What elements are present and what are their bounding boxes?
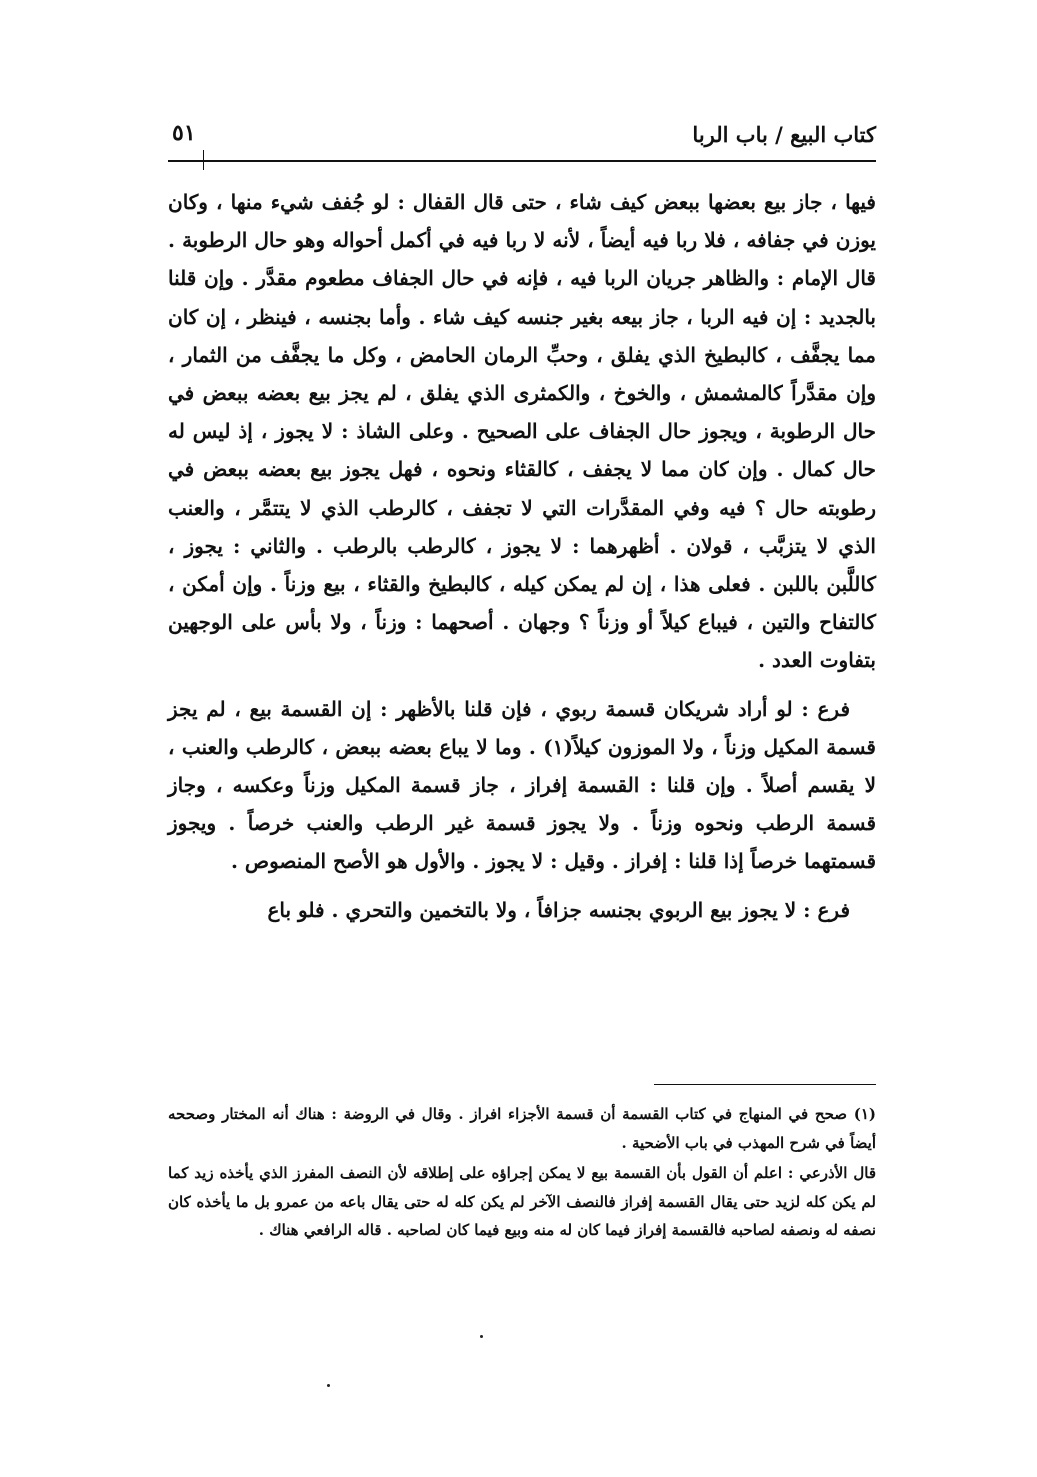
main-text xyxy=(168,183,876,929)
scan-speck xyxy=(327,1384,330,1387)
paragraph-2-lead: فرع : xyxy=(801,696,851,721)
footnote-rule xyxy=(654,1084,876,1085)
running-title: كتاب البيع / باب الربا xyxy=(692,122,876,147)
footnotes xyxy=(168,1100,876,1245)
paragraph-1: فيها ، جاز بيع بعضها ببعض كيف شاء ، حتى قال القفال : لو جُفف شيء منها ، وكان يوزن في جفافه ، فلا ربا فيه أيضاً ، لأنه لا ربا فيه في أكمل أحواله وهو حال الرطوبة . قال الإمام : والظاهر جريان الربا فيه ، فإنه في حال الجفاف مطعوم مقدَّر . وإن قلنا بالجديد : إن فيه الربا ، جاز بيعه بغير جنسه كيف شاء . وأما بجنسه ، فينظر ، إن كان مما يجفَّف ، كالبطيخ الذي يفلق ، وحبِّ الرمان الحامض ، وكل ما يجفَّف من الثمار ، وإن مقدَّراً كالمشمش ، والخوخ ، والكمثرى الذي يفلق ، لم يجز بيع بعضه ببعض في حال الرطوبة ، ويجوز حال الجفاف على الصحيح . وعلى الشاذ : لا يجوز ، إذ ليس له حال كمال . وإن كان مما لا يجفف ، كالقثاء ونحوه ، فهل يجوز بيع بعضه ببعض في رطوبته حال ؟ فيه وفي المقدَّرات التي لا تجفف ، كالرطب الذي لا يتتمَّر ، والعنب الذي لا يتزبَّب ، قولان . أظهرهما : لا يجوز ، كالرطب بالرطب . والثاني : يجوز ، كاللَّبن باللبن . فعلى هذا ، إن لم يمكن كيله ، كالبطيخ والقثاء ، بيع وزناً . وإن أمكن ، كالتفاح والتين ، فيباع كيلاً أو وزناً ؟ وجهان . أصحهما : وزناً ، ولا بأس على الوجهين بتفاوت العدد . xyxy=(168,190,876,673)
paragraph-2-text: لو أراد شريكان قسمة ربوي ، فإن قلنا بالأظهر : إن القسمة بيع ، لم يجز قسمة المكيل وزناً ، ولا الموزون كيلاً(١) . وما لا يباع بعضه ببعض ، كالرطب والعنب ، لا يقسم أصلاً . وإن قلنا : القسمة إفراز ، جاز قسمة المكيل وزناً وعكسه ، وجاز قسمة الرطب ونحوه وزناً . ولا يجوز قسمة غير الرطب والعنب خرصاً . ويجوز قسمتهما خرصاً إذا قلنا : إفراز . وقيل : لا يجوز . والأول هو الأصح المنصوص . xyxy=(168,696,876,874)
footnote-1: (١) صحح في المنهاج في كتاب القسمة أن قسمة الأجزاء افراز . وقال في الروضة : هناك أنه المختار وصححه أيضاً في شرح المهذب في باب الأضحية . xyxy=(168,1105,876,1152)
paragraph-3 xyxy=(168,891,876,929)
header-rule-tick xyxy=(203,150,204,170)
footnote-1-continuation: قال الأذرعي : اعلم أن القول بأن القسمة بيع لا يمكن إجراؤه على إطلاقه لأن النصف المفرز الذي يأخذه زيد كما لم يكن كله لزيد حتى يقال القسمة إفراز فالنصف الآخر لم يكن كله له حتى يقال باعه من عمرو بل ما يأخذه كان نصفه له ونصفه لصاحبه فالقسمة إفراز فيما كان له منه وبيع فيما كان لصاحبه . قاله الرافعي هناك . xyxy=(168,1164,876,1239)
paragraph-3-text: لا يجوز بيع الربوي بجنسه جزافاً ، ولا بالتخمين والتحري . فلو باع xyxy=(267,897,797,922)
scan-speck xyxy=(480,1335,483,1338)
paragraph-2 xyxy=(168,690,876,881)
page-header xyxy=(168,118,876,162)
header-rule xyxy=(168,160,876,162)
page-number: ٥١ xyxy=(172,120,196,146)
paragraph-3-lead: فرع : xyxy=(803,897,850,922)
